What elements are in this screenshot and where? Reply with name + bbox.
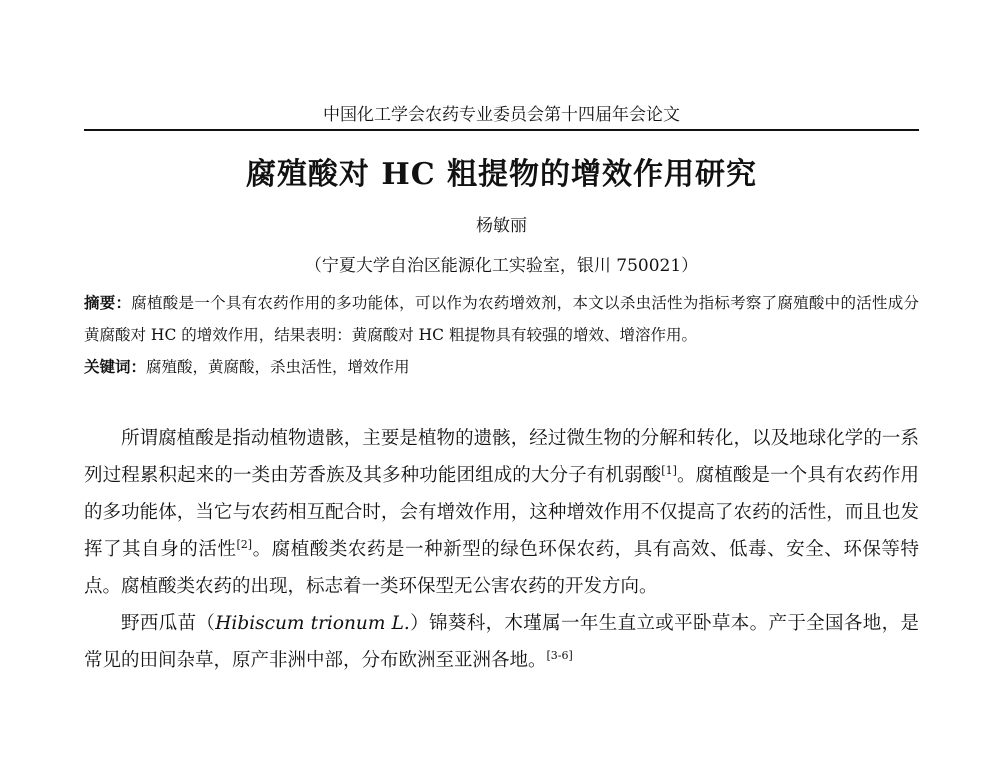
abstract-text: 腐植酸是一个具有农药作用的多功能体，可以作为农药增效剂，本文以杀虫活性为指标考察了腐殖酸中的活性成分黄腐酸对 HC 的增效作用，结果表明：黄腐酸对 HC 粗提物具有较强的增效、增溶作用。 xyxy=(84,294,919,344)
citation-3-6: [3-6] xyxy=(546,648,573,662)
running-header: 中国化工学会农药专业委员会第十四届年会论文 xyxy=(323,105,680,125)
keywords-text: 腐殖酸，黄腐酸，杀虫活性，增效作用 xyxy=(146,358,410,376)
keywords xyxy=(84,351,919,383)
paragraph-1-text-b: 。腐植酸是一个具有农药作用的多功能体，当它与农药相互配合时，会有增效作用，这种增效作用不仅提高了农药的活性，而且也发挥了其自身的活性 xyxy=(84,465,919,560)
paragraph-1 xyxy=(84,420,919,605)
paragraph-1-text-a: 所谓腐植酸是指动植物遗骸，主要是植物的遗骸，经过微生物的分解和转化，以及地球化学的一系列过程累积起来的一类由芳香族及其多种功能团组成的大分子有机弱酸 xyxy=(84,428,919,486)
paragraph-1-text-c: 。腐植酸类农药是一种新型的绿色环保农药，具有高效、低毒、安全、环保等特点。腐植酸类农药的出现，标志着一类环保型无公害农药的开发方向。 xyxy=(84,539,919,597)
body-text xyxy=(84,420,919,679)
paragraph-2-text-a: 野西瓜苗（ xyxy=(121,613,216,634)
citation-1: [1] xyxy=(661,463,677,477)
author-name: 杨敏丽 xyxy=(476,216,527,236)
abstract xyxy=(84,287,919,351)
header-rule xyxy=(84,129,919,131)
species-name: Hibiscum trionum L. xyxy=(215,613,410,634)
paragraph-2 xyxy=(84,605,919,679)
keywords-label: 关键词： xyxy=(84,357,147,376)
author-affiliation: （宁夏大学自治区能源化工实验室，银川 750021） xyxy=(304,256,699,276)
paper-title: 腐殖酸对 HC 粗提物的增效作用研究 xyxy=(245,157,758,192)
citation-2: [2] xyxy=(236,537,253,551)
abstract-label: 摘要： xyxy=(84,293,132,312)
paragraph-2-text-b: ）锦葵科，木瑾属一年生直立或平卧草本。产于全国各地，是常见的田间杂草，原产非洲中部，分布欧洲至亚洲各地。 xyxy=(84,613,919,671)
